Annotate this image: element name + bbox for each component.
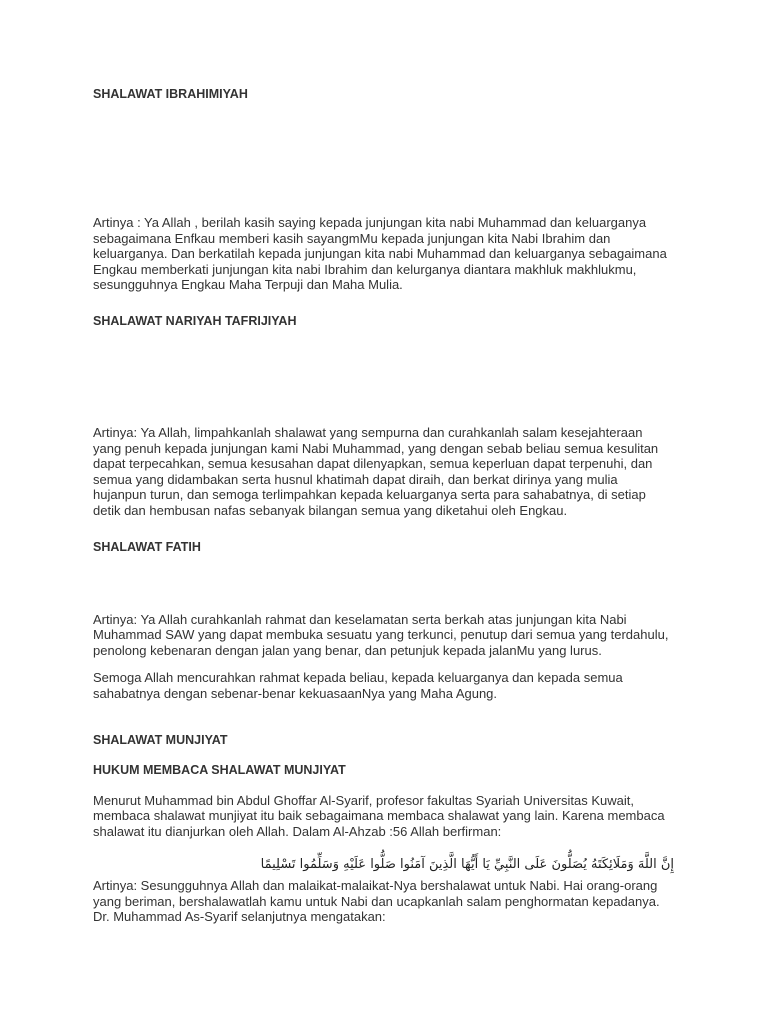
arabic-verse-al-ahzab: إِنَّ اللَّهَ وَمَلَائِكَتَهُ يُصَلُّونَ عَلَى النَّبِيِّ يَا أَيُّهَا الَّذِينَ آمَنُوا صَلُّوا عَلَيْهِ وَسَلِّمُوا تَسْلِيمًا (260, 857, 674, 873)
translation-ibrahimiyah: Artinya : Ya Allah , berilah kasih saying kepada junjungan kita nabi Muhammad dan keluarganya sebagaimana Enfkau memberi kasih sayangmMu kepada junjungan kita Nabi Ibrahim dan keluarganya. Dan berkatilah kepada junjungan kita nabi Muhammad dan keluarganya sebagaimana Engkau memberkati junjungan kita nabi Ibrahim dan kelurganya diantara makhluk makhlukmu, sesungguhnya Engkau Maha Terpuji dan Maha Mulia. (93, 215, 667, 293)
section-heading-munjiyat: SHALAWAT MUNJIYAT (93, 732, 228, 747)
section-heading-fatih: SHALAWAT FATIH (93, 539, 201, 554)
translation-al-ahzab: Artinya: Sesungguhnya Allah dan malaikat-malaikat-Nya bershalawat untuk Nabi. Hai orang-orang yang beriman, bershalawatlah kamu untuk Nabi dan ucapkanlah salam penghormatan kepadanya. Dr. Muhammad As-Syarif selanjutnya mengatakan: (93, 878, 660, 925)
section-heading-ibrahimiyah: SHALAWAT IBRAHIMIYAH (93, 87, 248, 101)
arabic-text-ibrahimiyah (93, 128, 674, 194)
closing-prayer-fatih: Semoga Allah mencurahkan rahmat kepada beliau, kepada keluarganya dan kepada semua sahabatnya dengan sebenar-benar kekuasaanNya yang Maha Agung. (93, 670, 623, 701)
translation-nariyah: Artinya: Ya Allah, limpahkanlah shalawat yang sempurna dan curahkanlah salam kesejahteraan yang penuh kepada junjungan kami Nabi Muhammad, yang dengan sebab beliau semua kesulitan dapat terpecahkan, semua kesusahan dapat dilenyapkan, semua keperluan dapat terpenuhi, dan semua yang didambakan serta husnul khatimah dapat diraih, dan berkat dirinya yang mulia hujanpun turun, dan semoga terlimpahkan kepada keluarganya serta para sahabatnya, di setiap detik dan hembusan nafas sebanyak bilangan semua yang diketahui oleh Engkau. (93, 424, 659, 518)
arabic-text-nariyah (93, 359, 674, 425)
intro-paragraph-munjiyat: Menurut Muhammad bin Abdul Ghoffar Al-Syarif, profesor fakultas Syariah Universitas Kuwait, membaca shalawat munjiyat itu baik sebagaimana membaca shalawat yang lain. Karena membaca shalawat itu dianjurkan oleh Allah. Dalam Al-Ahzab :56 Allah berfirman: (93, 792, 665, 839)
arabic-text-fatih (93, 568, 674, 612)
subheading-hukum-munjiyat: HUKUM MEMBACA SHALAWAT MUNJIYAT (93, 762, 346, 777)
section-heading-nariyah: SHALAWAT NARIYAH TAFRIJIYAH (93, 313, 297, 328)
translation-fatih: Artinya: Ya Allah curahkanlah rahmat dan keselamatan serta berkah atas junjungan kita Nabi Muhammad SAW yang dapat membuka sesuatu yang terkunci, penutup dari semua yang terdahulu, penolong kebenaran dengan jalan yang benar, dan petunjuk kepada jalanMu yang lurus. (93, 611, 669, 658)
